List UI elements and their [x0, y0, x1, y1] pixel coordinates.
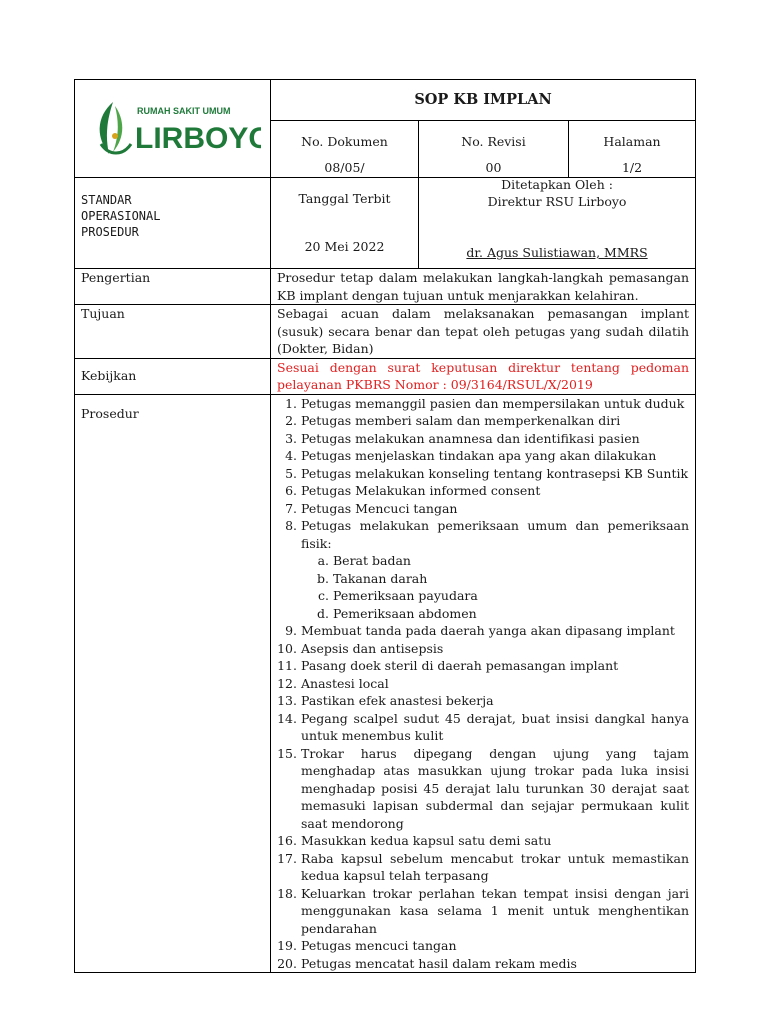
list-item: 11. Pasang doek steril di daerah pemasangan implant	[277, 658, 619, 673]
prosedur-steps	[271, 394, 696, 973]
revision-label: No. Revisi	[461, 134, 526, 149]
step-8-text: Petugas melakukan pemeriksaan umum dan pemeriksaan fisik:	[301, 518, 690, 551]
list-item: c. Pemeriksaan payudara	[318, 588, 478, 603]
page-cell	[569, 121, 696, 178]
list-item: 6. Petugas Melakukan informed consent	[285, 483, 541, 498]
list-item: 8. Petugas melakukan pemeriksaan umum dan pemeriksaan fisik: a. Berat badan b. Takanan darah c. Pemeriksaan payudara d. Pemeriksaan abdomen	[285, 518, 690, 621]
doc-number-value: 08/05/	[324, 160, 365, 175]
list-item: a. Berat badan	[317, 553, 411, 568]
approval-line1: Ditetapkan Oleh :	[501, 177, 613, 192]
prosedur-label: Prosedur	[75, 394, 271, 973]
hospital-logo	[91, 96, 261, 162]
list-item: 20. Petugas mencatat hasil dalam rekam medis	[277, 955, 577, 971]
doc-number-cell	[271, 121, 419, 178]
list-item: 16. Masukkan kedua kapsul satu demi satu	[277, 833, 552, 848]
revision-value: 00	[485, 160, 502, 175]
list-item: 10. Asepsis dan antisepsis	[277, 640, 444, 656]
list-item: 4. Petugas menjelaskan tindakan apa yang akan dilakukan	[285, 448, 657, 463]
list-item: 2. Petugas memberi salam dan memperkenalkan diri	[285, 413, 621, 428]
logo-top-text: RUMAH SAKIT UMUM	[137, 106, 231, 116]
list-item: 12. Anastesi local	[277, 675, 389, 691]
approval-cell	[419, 178, 696, 269]
list-item: 17. Raba kapsul sebelum mencabut trokar untuk memastikan kedua kapsul telah terpasang	[277, 850, 690, 883]
list-item: d. Pemeriksaan abdomen	[317, 605, 477, 621]
list-item: 7. Petugas Mencuci tangan	[285, 500, 458, 516]
pengertian-label: Pengertian	[75, 269, 271, 305]
document-title: SOP KB IMPLAN	[271, 80, 696, 121]
issue-label: Tanggal Terbit	[298, 191, 391, 206]
tujuan-text: Sebagai acuan dalam melaksanakan pemasangan implant (susuk) secara benar dan tepat oleh petugas yang sudah dilatih (Dokter, Bidan)	[271, 305, 696, 359]
sop-table	[74, 79, 696, 973]
list-item: 9. Membuat tanda pada daerah yanga akan dipasang implant	[285, 623, 675, 638]
list-item: 5. Petugas melakukan konseling tentang kontrasepsi KB Suntik	[285, 465, 689, 481]
list-item: 15. Trokar harus dipegang dengan ujung yang tajam menghadap atas masukkan ujung trokar pada luka insisi menghadap posisi 45 derajat lalu turunkan 30 derajat saat memasuki lapisan subdermal dan sejajar permukaan kulit saat mendorong	[277, 745, 690, 831]
sop-document	[74, 79, 695, 971]
leaf-icon	[91, 96, 261, 162]
issue-date: 20 Mei 2022	[304, 239, 385, 254]
approval-line2: Direktur RSU Lirboyo	[487, 194, 627, 209]
issue-cell	[271, 178, 419, 269]
logo-cell	[75, 80, 271, 178]
list-item: 13. Pastikan efek anastesi bekerja	[277, 693, 494, 708]
page-value: 1/2	[621, 160, 643, 175]
list-item: 3. Petugas melakukan anamnesa dan identifikasi pasien	[285, 430, 640, 446]
list-item: 14. Pegang scalpel sudut 45 derajat, buat insisi dangkal hanya untuk menembus kulit	[277, 710, 690, 743]
substeps-list	[301, 552, 689, 622]
list-item: 18. Keluarkan trokar perlahan tekan tempat insisi dengan jari menggunakan kasa selama 1 menit untuk menghentikan pendarahan	[277, 885, 690, 936]
tujuan-label: Tujuan	[75, 305, 271, 359]
revision-cell	[419, 121, 569, 178]
list-item: b. Takanan darah	[317, 570, 428, 586]
list-item: 19. Petugas mencuci tangan	[277, 938, 457, 953]
kebijakan-label: Kebijkan	[75, 358, 271, 394]
logo-name: LIRBOYO	[135, 122, 261, 155]
page-label: Halaman	[603, 134, 661, 149]
steps-list	[271, 395, 689, 973]
list-item: 1. Petugas memanggil pasien dan mempersilakan untuk duduk	[285, 395, 685, 411]
pengertian-text: Prosedur tetap dalam melakukan langkah-langkah pemasangan KB implant dengan tujuan untuk menjarakkan kelahiran.	[271, 269, 696, 305]
kebijakan-text: Sesuai dengan surat keputusan direktur tentang pedoman pelayanan PKBRS Nomor : 09/3164/RSUL/X/2019	[271, 358, 696, 394]
doc-number-label: No. Dokumen	[301, 134, 388, 149]
approval-signer: dr. Agus Sulistiawan, MMRS	[466, 245, 648, 260]
standard-cell	[75, 178, 271, 269]
standard-label: STANDAR OPERASIONAL PROSEDUR	[81, 193, 161, 239]
